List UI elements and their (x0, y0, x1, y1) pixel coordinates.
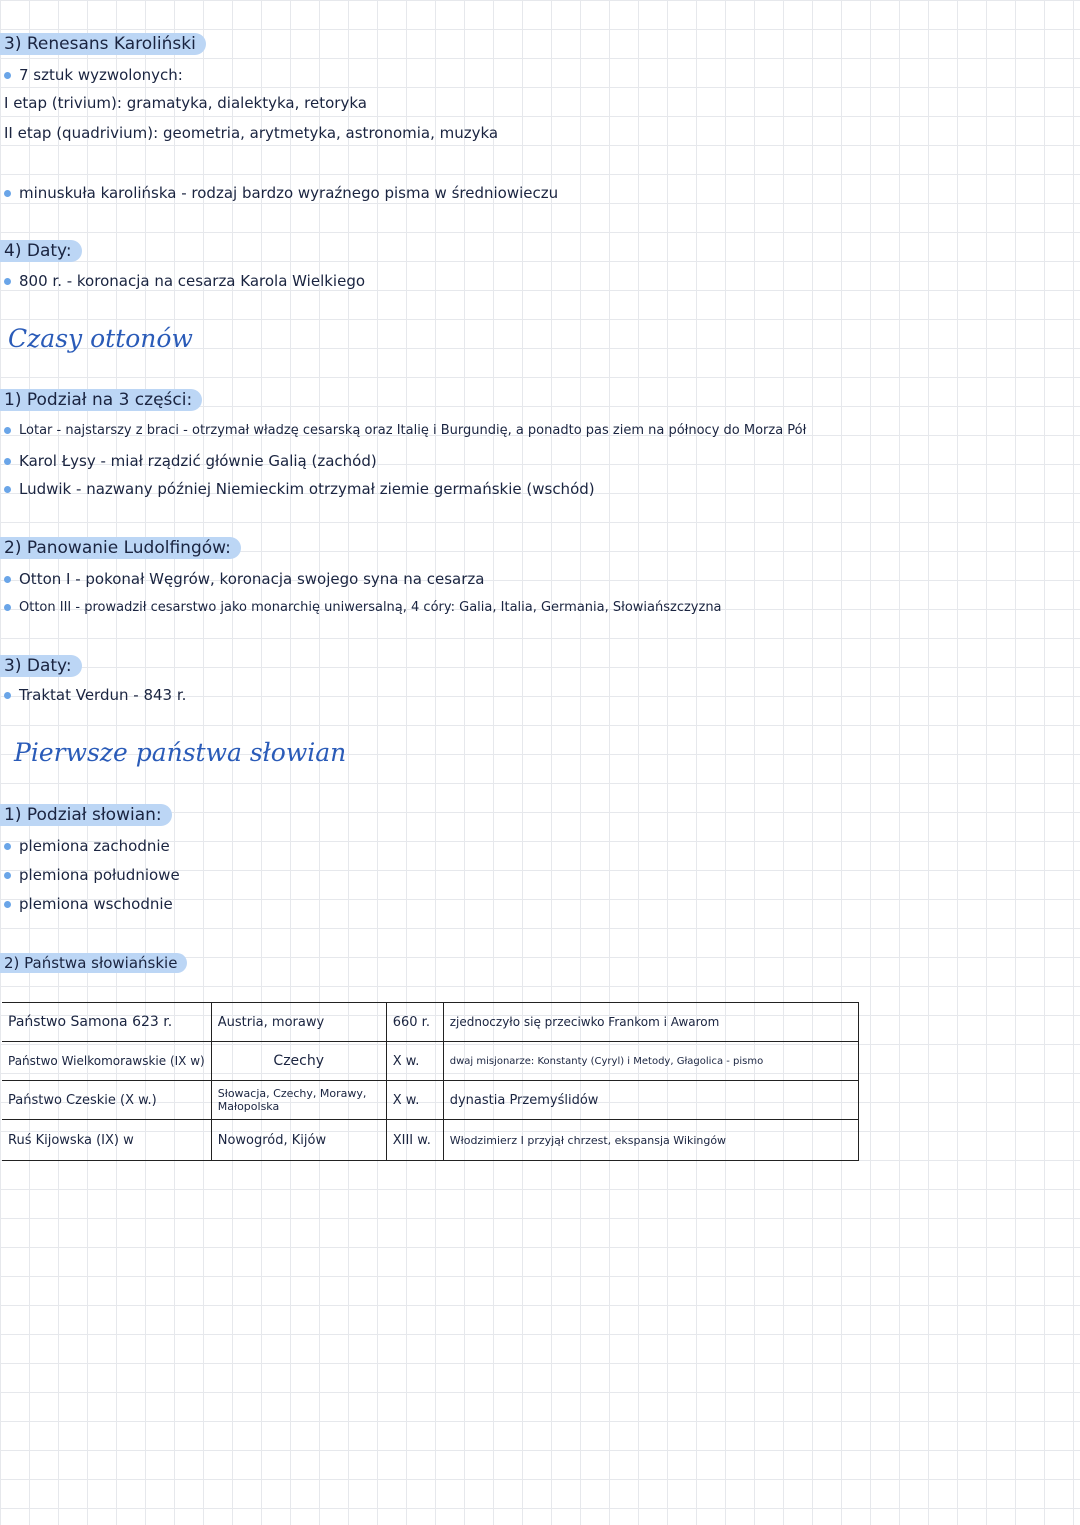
list-item: I etap (trivium): gramatyka, dialektyka, retoryka (4, 94, 367, 112)
table-row (2, 1003, 858, 1042)
table-cell: 660 r. (386, 1003, 443, 1042)
table-cell: Słowacja, Czechy, Morawy, Małopolska (211, 1081, 386, 1120)
list-item: Otton III - prowadził cesarstwo jako monarchię uniwersalną, 4 córy: Galia, Italia, Germania, Słowiańszczyzna (4, 600, 722, 615)
table-cell: XIII w. (386, 1120, 443, 1161)
list-item: Traktat Verdun - 843 r. (4, 686, 186, 704)
table-row (2, 1081, 858, 1120)
bullet-icon (4, 72, 11, 79)
section-heading-renesans: 3) Renesans Karoliński (0, 33, 206, 55)
section-heading-daty: 4) Daty: (0, 240, 82, 262)
list-item: plemiona zachodnie (4, 837, 170, 855)
list-item: II etap (quadrivium): geometria, arytmetyka, astronomia, muzyka (4, 124, 499, 142)
list-item: Ludwik - nazwany później Niemieckim otrzymał ziemie germańskie (wschód) (4, 480, 595, 498)
table-cell: Austria, morawy (211, 1003, 386, 1042)
bullet-icon (4, 692, 11, 699)
bullet-icon (4, 427, 11, 434)
table-cell: Włodzimierz I przyjął chrzest, ekspansja Wikingów (443, 1120, 858, 1161)
section-heading-daty-2: 3) Daty: (0, 655, 82, 677)
table-cell: X w. (386, 1042, 443, 1081)
section-heading-panowanie: 2) Panowanie Ludolfingów: (0, 537, 241, 559)
bullet-icon (4, 901, 11, 908)
bullet-icon (4, 604, 11, 611)
list-item: 800 r. - koronacja na cesarza Karola Wielkiego (4, 272, 365, 290)
table-cell: Czechy (211, 1042, 386, 1081)
table-cell: zjednoczyło się przeciwko Frankom i Awarom (443, 1003, 858, 1042)
table-cell: Państwo Samona 623 r. (2, 1003, 211, 1042)
page-title-slavs: Pierwsze państwa słowian (14, 738, 347, 767)
states-table (2, 1002, 859, 1161)
list-item: minuskuła karolińska - rodzaj bardzo wyraźnego pisma w średniowieczu (4, 184, 558, 202)
list-item: Karol Łysy - miał rządzić głównie Galią (zachód) (4, 452, 377, 470)
table-cell: Państwo Wielkomorawskie (IX w) (2, 1042, 211, 1081)
table-row (2, 1120, 858, 1161)
list-item: plemiona wschodnie (4, 895, 173, 913)
table-cell: Nowogród, Kijów (211, 1120, 386, 1161)
table-cell: Państwo Czeskie (X w.) (2, 1081, 211, 1120)
bullet-icon (4, 843, 11, 850)
list-item: Otton I - pokonał Węgrów, koronacja swojego syna na cesarza (4, 570, 484, 588)
list-item: Lotar - najstarszy z braci - otrzymał władzę cesarską oraz Italię i Burgundię, a ponadto pas ziem na północy do Morza Pół (4, 423, 1076, 438)
list-item: plemiona południowe (4, 866, 180, 884)
list-item: 7 sztuk wyzwolonych: (4, 66, 183, 84)
page-title-ottons: Czasy ottonów (8, 324, 193, 353)
bullet-icon (4, 872, 11, 879)
section-heading-podzial: 1) Podział na 3 części: (0, 389, 202, 411)
table-cell: dwaj misjonarze: Konstanty (Cyryl) i Metody, Głagolica - pismo (443, 1042, 858, 1081)
section-heading-panstwa: 2) Państwa słowiańskie (0, 953, 187, 973)
bullet-icon (4, 458, 11, 465)
table-cell: Ruś Kijowska (IX) w (2, 1120, 211, 1161)
bullet-icon (4, 190, 11, 197)
bullet-icon (4, 576, 11, 583)
table-row (2, 1042, 858, 1081)
section-heading-podzial-slowian: 1) Podział słowian: (0, 804, 172, 826)
table-cell: X w. (386, 1081, 443, 1120)
bullet-icon (4, 278, 11, 285)
table-cell: dynastia Przemyślidów (443, 1081, 858, 1120)
bullet-icon (4, 486, 11, 493)
